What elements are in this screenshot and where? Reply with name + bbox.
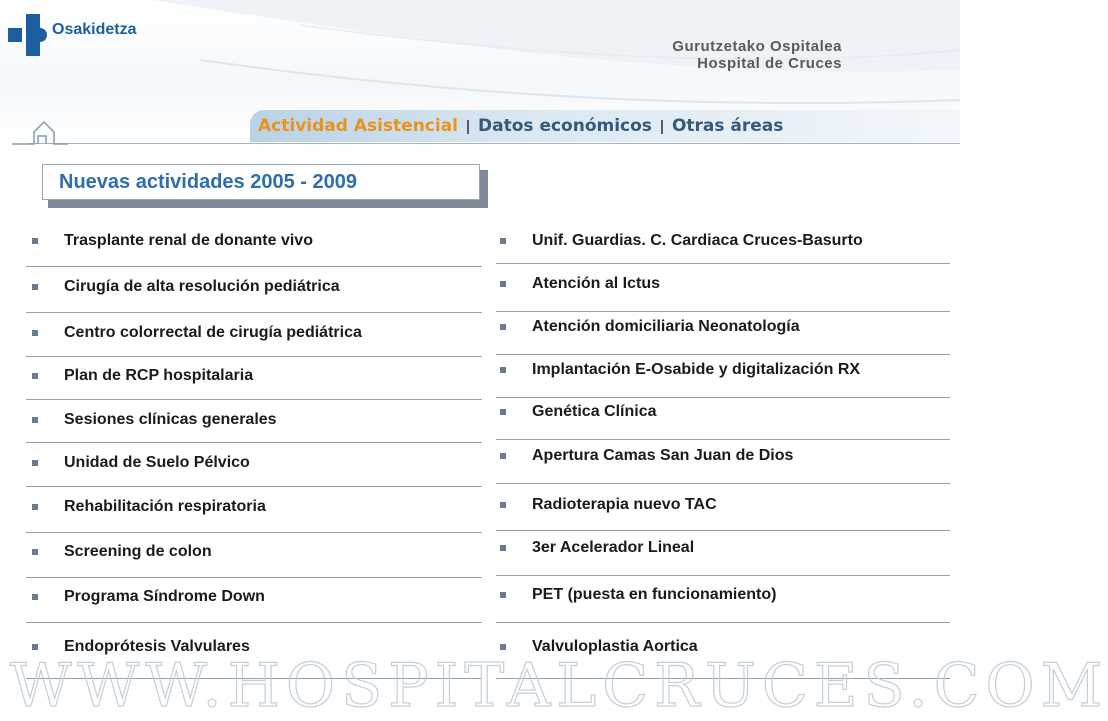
right-list-item — [500, 275, 660, 293]
square-bullet-icon — [32, 238, 38, 244]
left-list-item — [32, 324, 362, 342]
left-list-divider — [26, 266, 482, 267]
nav-tab-otras-areas[interactable]: Otras áreas — [671, 116, 784, 136]
square-bullet-icon — [500, 367, 506, 373]
right-list-item-label: Valvuloplastia Aortica — [532, 638, 698, 655]
nav-tab-actividad-asistencial[interactable]: Actividad Asistencial — [258, 116, 459, 136]
right-list-item-label: Implantación E-Osabide y digitalización RX — [532, 361, 861, 378]
square-bullet-icon — [32, 504, 38, 510]
right-list-item-label: Atención domiciliaria Neonatología — [532, 318, 800, 335]
left-list-item-label: Trasplante renal de donante vivo — [64, 232, 313, 249]
right-list-item-label: Atención al Ictus — [532, 275, 661, 292]
left-list-item — [32, 367, 253, 385]
main-nav — [250, 110, 960, 142]
right-list-divider — [496, 263, 950, 264]
osakidetza-logo-icon — [8, 14, 48, 56]
left-list-item-label: Unidad de Suelo Pélvico — [64, 454, 250, 471]
hospital-name-basque: Gurutzetako Ospitalea — [672, 38, 842, 55]
square-bullet-icon — [32, 417, 38, 423]
right-list-divider — [496, 397, 950, 398]
home-icon[interactable] — [8, 118, 70, 148]
nav-underline — [30, 143, 960, 144]
right-list-item-label: 3er Acelerador Lineal — [532, 539, 695, 556]
square-bullet-icon — [500, 238, 506, 244]
left-list-item-label: Screening de colon — [64, 543, 212, 560]
right-list-item — [500, 361, 860, 379]
right-list-divider — [496, 311, 950, 312]
right-list-divider — [496, 622, 950, 623]
nav-tab-datos-economicos[interactable]: Datos económicos — [478, 116, 652, 136]
square-bullet-icon — [500, 453, 506, 459]
square-bullet-icon — [500, 545, 506, 551]
left-list-divider — [26, 399, 482, 400]
nav-separator — [661, 120, 663, 134]
square-bullet-icon — [32, 644, 38, 650]
left-list-item-label: Cirugía de alta resolución pediátrica — [64, 278, 340, 295]
right-list-item-label: PET (puesta en funcionamiento) — [532, 586, 777, 603]
website-watermark: WWW.HOSPITALCRUCES.COM — [10, 651, 1108, 721]
right-list-divider — [496, 575, 950, 576]
right-list-divider — [496, 483, 950, 484]
square-bullet-icon — [32, 284, 38, 290]
square-bullet-icon — [32, 594, 38, 600]
left-list-divider — [26, 577, 482, 578]
left-list-divider — [26, 312, 482, 313]
hospital-name-spanish: Hospital de Cruces — [697, 55, 842, 72]
right-list-divider — [496, 439, 950, 440]
left-list-item-label: Centro colorrectal de cirugía pediátrica — [64, 324, 362, 341]
osakidetza-logo[interactable] — [8, 14, 136, 56]
left-list-item — [32, 588, 265, 606]
right-list-item-label: Apertura Camas San Juan de Dios — [532, 447, 794, 464]
square-bullet-icon — [500, 644, 506, 650]
left-list-item-label: Programa Síndrome Down — [64, 588, 265, 605]
square-bullet-icon — [500, 281, 506, 287]
square-bullet-icon — [32, 373, 38, 379]
right-list-item — [500, 232, 863, 250]
left-list-divider — [26, 532, 482, 533]
logo-text: Osakidetza — [52, 21, 137, 38]
square-bullet-icon — [500, 592, 506, 598]
square-bullet-icon — [500, 409, 506, 415]
left-list-item-label: Sesiones clínicas generales — [64, 411, 277, 428]
right-list-item-label: Genética Clínica — [532, 403, 657, 420]
section-title: Nuevas actividades 2005 - 2009 — [42, 164, 480, 200]
left-list-item — [32, 454, 250, 472]
right-list-item — [500, 447, 793, 465]
nav-separator — [467, 120, 469, 134]
right-list-item — [500, 318, 800, 336]
left-list-divider — [26, 356, 482, 357]
left-list-divider — [26, 442, 482, 443]
right-list-divider — [496, 354, 950, 355]
right-list-item — [500, 496, 717, 514]
left-list-item-label: Plan de RCP hospitalaria — [64, 367, 254, 384]
left-list-item — [32, 278, 340, 296]
square-bullet-icon — [32, 549, 38, 555]
right-list-item — [500, 403, 657, 421]
left-list-item — [32, 232, 313, 250]
left-list-item-label: Rehabilitación respiratoria — [64, 498, 266, 515]
right-list-divider — [496, 530, 950, 531]
left-list-item — [32, 543, 212, 561]
hospital-name — [672, 38, 842, 72]
left-list-item-label: Endoprótesis Valvulares — [64, 638, 250, 655]
square-bullet-icon — [500, 324, 506, 330]
left-list-divider — [26, 486, 482, 487]
square-bullet-icon — [32, 330, 38, 336]
left-list-item — [32, 498, 266, 516]
square-bullet-icon — [32, 460, 38, 466]
left-list-item — [32, 411, 277, 429]
right-list-item — [500, 586, 776, 604]
left-list-divider — [26, 622, 482, 623]
square-bullet-icon — [500, 502, 506, 508]
right-list-item — [500, 539, 694, 557]
right-list-item-label: Unif. Guardias. C. Cardiaca Cruces-Basurto — [532, 232, 863, 249]
right-list-item-label: Radioterapia nuevo TAC — [532, 496, 717, 513]
